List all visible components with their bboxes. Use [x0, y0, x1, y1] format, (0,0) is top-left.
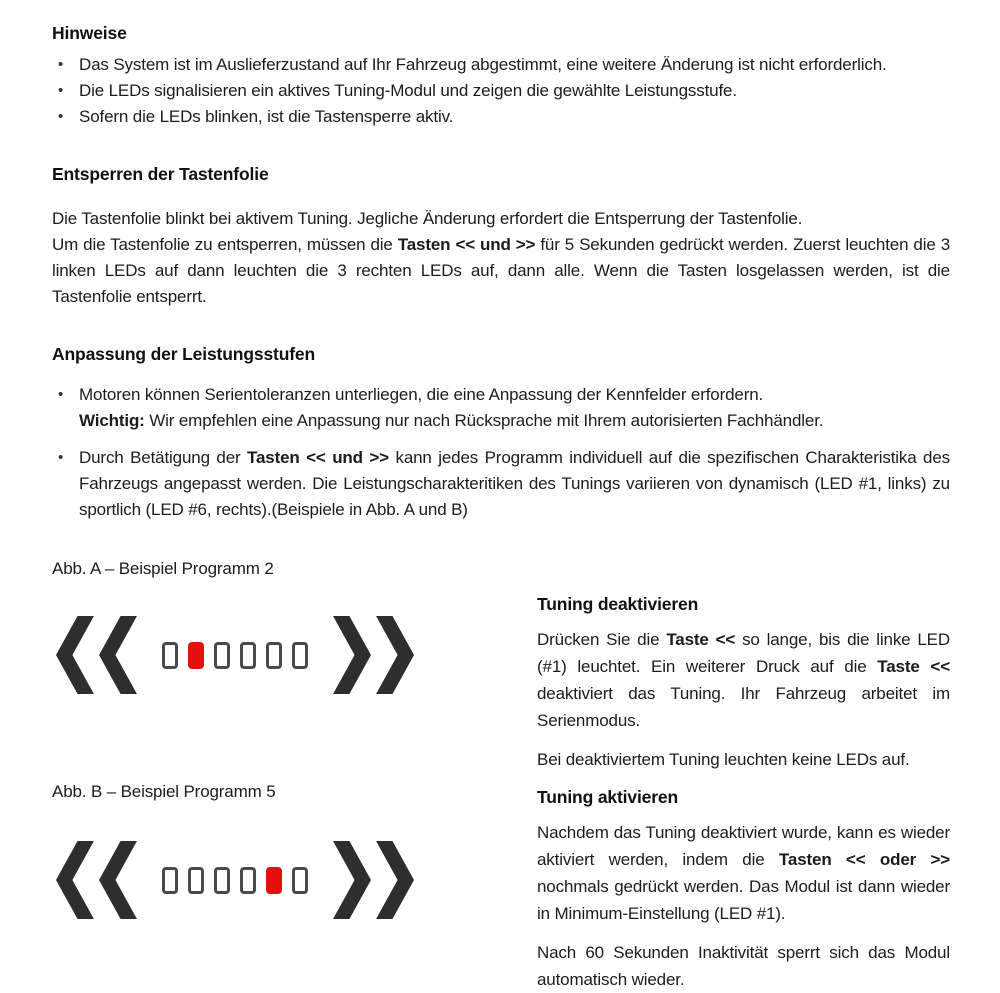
entsperren-paragraph-2: Um die Tastenfolie zu entsperren, müssen die Tasten << und >> für 5 Sekunden gedrückt werden. Zuerst leuchten die 3 linken LEDs auf dann leuchten die 3 rechten LEDs auf, dann alle. Wenn die Tasten losgelassen werden, ist die Tastenfolie entsperrt.: [52, 235, 950, 306]
deaktivieren-paragraph-1: Drücken Sie die Taste << so lange, bis die linke LED (#1) leuchtet. Ein weiterer Druck auf die Taste << deaktiviert das Tuning. Ihr Fahrzeug arbeitet im Serienmodus.: [537, 630, 950, 730]
led-1: [162, 642, 178, 669]
led-6: [292, 642, 308, 669]
led-row-figure-b: [162, 867, 308, 894]
instructions-column: [497, 558, 950, 993]
hinweise-bullet-list: [52, 52, 950, 130]
chevron-right-double-icon: [332, 616, 414, 694]
led-5-active: [266, 867, 282, 894]
anpassung-bullet-1-line-1: • Motoren können Serientoleranzen unterliegen, die eine Anpassung der Kennfelder erfordern.: [79, 385, 764, 404]
figure-a-led-panel: [56, 616, 497, 694]
chevron-right-double-icon: [332, 841, 414, 919]
led-1: [162, 867, 178, 894]
figure-b-led-panel: [56, 841, 497, 919]
section-title-aktivieren: Tuning aktivieren: [537, 787, 679, 807]
led-6: [292, 867, 308, 894]
anpassung-bullet-2: • Durch Betätigung der Tasten << und >> kann jedes Programm individuell auf die spezifischen Charakteristika des Fahrzeugs angepasst werden. Die Leistungscharakteritiken des Tunings variieren von dynamisch (LED #1, links) zu sportlich (LED #6, rechts).(Beispiele in Abb. A und B): [52, 445, 950, 523]
figures-and-instructions: [52, 558, 950, 993]
aktivieren-paragraph-1: Nachdem das Tuning deaktiviert wurde, kann es wieder aktiviert werden, indem die Tasten << oder >> nochmals gedrückt werden. Das Modul ist dann wieder in Minimum-Einstellung (LED #1).: [537, 823, 951, 923]
figure-a-caption: Abb. A – Beispiel Programm 2: [52, 559, 274, 578]
section-title-anpassung: Anpassung der Leistungsstufen: [52, 344, 316, 364]
anpassung-bullet-1-line-2: Wichtig: Wir empfehlen eine Anpassung nur nach Rücksprache mit Ihrem autorisierten Fachhändler.: [79, 411, 824, 430]
hinweise-bullet-2: • Die LEDs signalisieren ein aktives Tuning-Modul und zeigen die gewählte Leistungsstufe.: [52, 78, 950, 104]
hinweise-bullet-3: • Sofern die LEDs blinken, ist die Tastensperre aktiv.: [52, 104, 950, 130]
anpassung-bullet-list: [52, 382, 950, 523]
led-4: [240, 642, 256, 669]
section-title-hinweise: Hinweise: [52, 23, 127, 43]
hinweise-bullet-1: • Das System ist im Auslieferzustand auf Ihr Fahrzeug abgestimmt, eine weitere Änderung ist nicht erforderlich.: [52, 52, 950, 78]
entsperren-paragraph-1: Die Tastenfolie blinkt bei aktivem Tuning. Jegliche Änderung erfordert die Entsperrung der Tastenfolie.: [52, 209, 803, 228]
led-row-figure-a: [162, 642, 308, 669]
section-title-deaktivieren: Tuning deaktivieren: [537, 594, 699, 614]
section-anpassung: [52, 343, 950, 523]
deaktivieren-paragraph-2: Bei deaktiviertem Tuning leuchten keine LEDs auf.: [537, 750, 910, 769]
led-5: [266, 642, 282, 669]
led-2: [188, 867, 204, 894]
led-4: [240, 867, 256, 894]
chevron-left-double-icon: [56, 616, 138, 694]
figure-b-caption: Abb. B – Beispiel Programm 5: [52, 782, 276, 801]
anpassung-bullet-1: [52, 382, 950, 434]
entsperren-paragraphs: [52, 206, 950, 310]
led-2-active: [188, 642, 204, 669]
section-entsperren: [52, 163, 950, 310]
aktivieren-paragraph-2: Nach 60 Sekunden Inaktivität sperrt sich das Modul automatisch wieder.: [537, 943, 950, 989]
chevron-left-double-icon: [56, 841, 138, 919]
led-3: [214, 642, 230, 669]
figures-column: [52, 558, 497, 993]
led-3: [214, 867, 230, 894]
section-title-entsperren: Entsperren der Tastenfolie: [52, 164, 269, 184]
